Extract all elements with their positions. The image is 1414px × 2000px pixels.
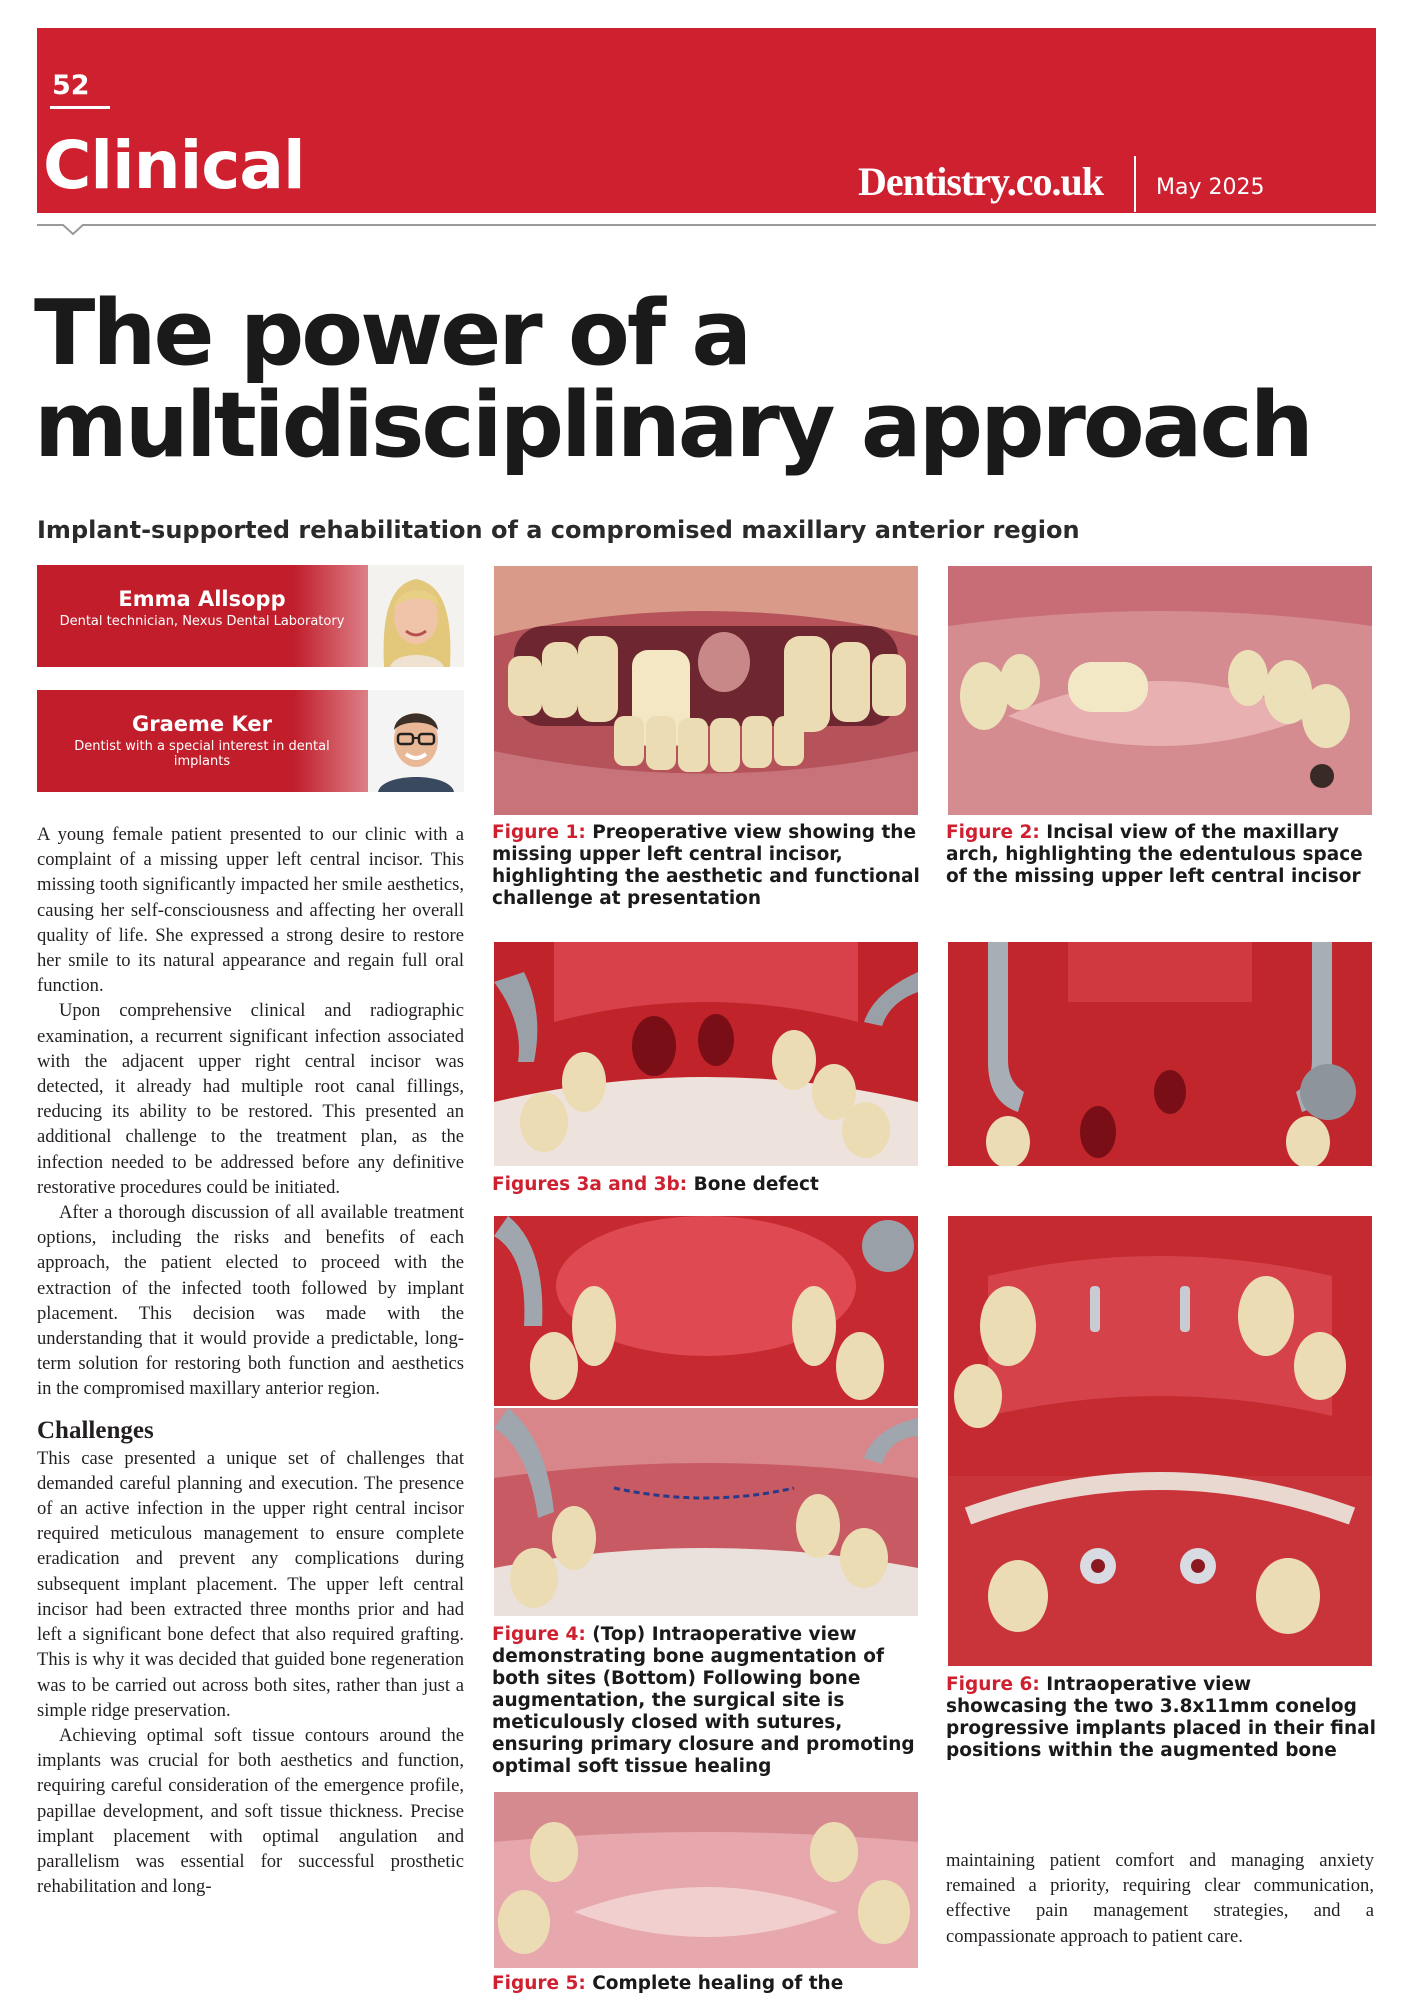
brand-logo: Dentistry.co.uk	[858, 159, 1103, 204]
figure-caption-text: Bone defect	[693, 1174, 819, 1195]
figure-3a-image	[494, 942, 918, 1166]
figure-label: Figure 5:	[492, 1973, 586, 1994]
author-card-ker	[37, 690, 464, 792]
figure-caption-text: Intraoperative view showcasing the two 3.8x11mm conelog progressive implants placed in their final positions within the augmented bone	[946, 1674, 1376, 1761]
figure-2-image	[948, 566, 1372, 815]
body-paragraph: Achieving optimal soft tissue contours around the implants was crucial for both aesthetics and function, requiring careful consideration of the emergence profile, papillae development, and soft tissue thickness. Precise implant placement with optimal angulation and parallelism was essential for successful prosthetic rehabilitation and long-	[37, 1724, 464, 1898]
subheading-challenges: Challenges	[37, 1416, 154, 1444]
page-number-underline	[50, 106, 110, 109]
figure-caption-text: Complete healing of the	[592, 1973, 844, 1994]
article-title-line1: The power of a	[34, 281, 750, 386]
figure-5-image	[494, 1792, 918, 1968]
figure-1-caption	[492, 822, 922, 910]
issue-date: May 2025	[1156, 175, 1265, 200]
figure-4-top-image	[494, 1216, 918, 1406]
figure-6-image	[948, 1216, 1372, 1666]
figure-3b-image	[948, 942, 1372, 1166]
header-rule	[37, 224, 1376, 226]
figure-3-caption	[492, 1174, 922, 1196]
figure-label: Figures 3a and 3b:	[492, 1174, 688, 1195]
article-subtitle: Implant-supported rehabilitation of a compromised maxillary anterior region	[37, 516, 1080, 544]
author-photo-allsopp	[368, 565, 464, 667]
author-card-allsopp	[37, 565, 464, 667]
figure-5-caption	[492, 1973, 922, 1995]
body-paragraph: maintaining patient comfort and managing anxiety remained a priority, requiring clear communication, effective pain management strategies, and a compassionate approach to patient care.	[946, 1850, 1374, 1947]
figure-label: Figure 4:	[492, 1624, 586, 1645]
figure-caption-text: Preoperative view showing the missing upper left central incisor, highlighting the aesthetic and functional challenge at presentation	[492, 822, 920, 909]
figure-caption-text: Incisal view of the maxillary arch, highlighting the edentulous space of the missing upper left central incisor	[946, 822, 1363, 887]
author-role: Dentist with a special interest in dental implants	[74, 739, 330, 769]
body-paragraph: After a thorough discussion of all available treatment options, including the risks and benefits of each approach, the patient elected to proceed with the extraction of the infected tooth followed by implant placement. This decision was made with the understanding that it would provide a predictable, long-term solution for restoring both function and aesthetics in the compromised maxillary anterior region.	[37, 1202, 464, 1400]
figure-label: Figure 2:	[946, 822, 1040, 843]
figure-4-bottom-image	[494, 1408, 918, 1616]
header-divider	[1134, 156, 1136, 212]
article-title-line2: multidisciplinary approach	[34, 373, 1311, 478]
article-title	[34, 281, 1394, 478]
figure-2-caption	[946, 822, 1376, 888]
body-paragraph: A young female patient presented to our clinic with a complaint of a missing upper left central incisor. This missing tooth significantly impacted her smile aesthetics, causing her self-consciousness and affecting her overall quality of life. She expressed a strong desire to restore her smile to its natural appearance and regain full oral function.	[37, 824, 464, 997]
section-title: Clinical	[43, 127, 305, 204]
figure-caption-text: (Top) Intraoperative view demonstrating bone augmentation of both sites (Bottom) Following bone augmentation, the surgical site is meticulously closed with sutures, ensuring primary closure and promoting optimal soft tissue healing	[492, 1624, 915, 1777]
figure-1-image	[494, 566, 918, 815]
figure-4-caption	[492, 1624, 922, 1778]
author-name: Emma Allsopp	[118, 587, 286, 611]
page-number: 52	[52, 70, 90, 101]
header-notch	[62, 224, 84, 236]
body-paragraph: This case presented a unique set of challenges that demanded careful planning and execution. The presence of an active infection in the upper right central incisor required meticulous management to ensure complete eradication and prevent any complications during subsequent implant placement. The upper left central incisor had been extracted three months prior and had left a significant bone defect that also required grafting. This is why it was decided that guided bone regeneration was to be carried out across both sites, rather than just a simple ridge preservation.	[37, 1447, 464, 1721]
author-name: Graeme Ker	[132, 712, 272, 736]
body-paragraph: Upon comprehensive clinical and radiographic examination, a recurrent significant infection associated with the adjacent upper right central incisor was detected, it already had multiple root canal fillings, reducing its ability to be restored. This presented an additional challenge to the treatment plan, as the infection needed to be addressed before any definitive restorative procedures could be initiated.	[37, 1000, 464, 1198]
figure-6-caption	[946, 1674, 1376, 1762]
author-role: Dental technician, Nexus Dental Laboratory	[59, 614, 345, 629]
body-column-right	[946, 1848, 1374, 1949]
figure-label: Figure 6:	[946, 1674, 1040, 1695]
figure-label: Figure 1:	[492, 822, 586, 843]
author-photo-ker	[368, 690, 464, 792]
body-column-left	[37, 822, 464, 1899]
